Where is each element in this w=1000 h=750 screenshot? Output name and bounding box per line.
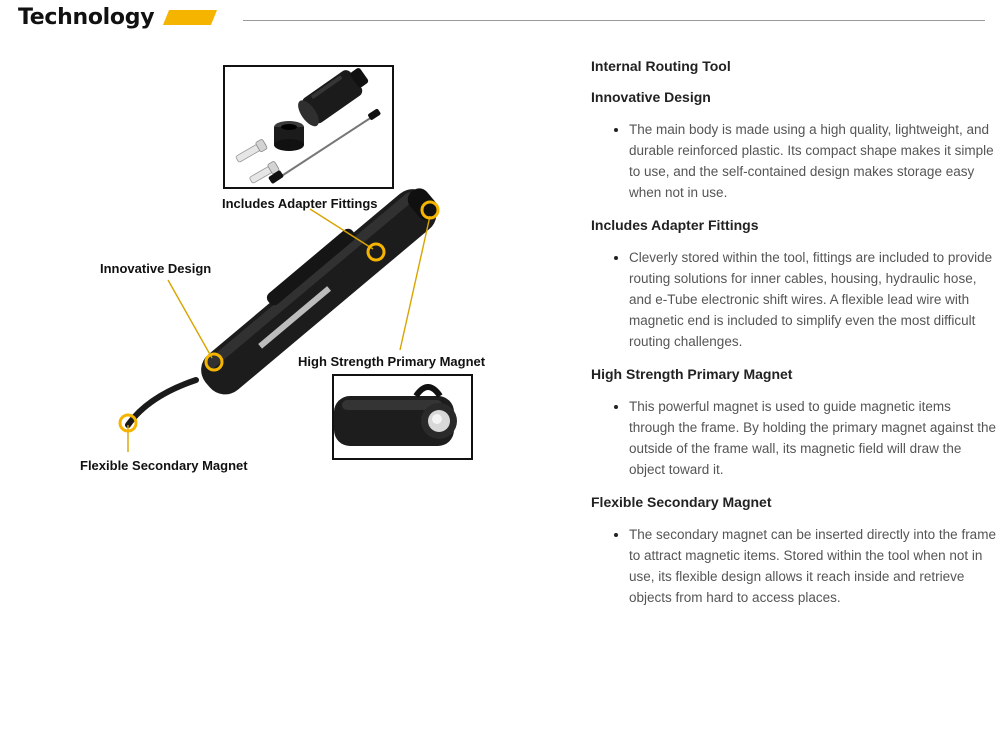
section-title-innovative-design: Innovative Design bbox=[591, 89, 711, 105]
section-list-adapter-fittings bbox=[591, 247, 996, 352]
primary-magnet-inset bbox=[332, 374, 473, 460]
callout-adapter-fittings: Includes Adapter Fittings bbox=[222, 196, 378, 211]
section-text-innovative-design: The main body is made using a high quality, lightweight, and durable reinforced plastic. Its compact shape makes it simple to use, and the self-contained design makes storage easy when not in use. bbox=[629, 119, 996, 203]
section-title-secondary-magnet: Flexible Secondary Magnet bbox=[591, 494, 772, 510]
primary-magnet-image bbox=[334, 376, 471, 458]
product-illustration bbox=[0, 40, 560, 500]
section-text-adapter-fittings: Cleverly stored within the tool, fittings are included to provide routing solutions for inner cables, housing, hydraulic hose, and e-Tube electronic shift wires. A flexible lead wire with magnetic end is included to simplify even the most difficult routing challenges. bbox=[629, 247, 996, 352]
section-list-secondary-magnet bbox=[591, 524, 996, 608]
section-text-primary-magnet: This powerful magnet is used to guide magnetic items through the frame. By holding the primary magnet against the outside of the frame wall, its magnetic field will draw the object toward it. bbox=[629, 396, 996, 480]
callout-secondary-magnet: Flexible Secondary Magnet bbox=[80, 458, 248, 473]
callout-innovative-design: Innovative Design bbox=[100, 261, 212, 276]
section-list-innovative-design bbox=[591, 119, 996, 203]
section-list-primary-magnet bbox=[591, 396, 996, 480]
section-title-primary-magnet: High Strength Primary Magnet bbox=[591, 366, 793, 382]
callout-primary-magnet: High Strength Primary Magnet bbox=[298, 354, 486, 369]
header-divider bbox=[243, 20, 985, 21]
header-accent-bar bbox=[163, 10, 217, 25]
routing-tool-drawing bbox=[0, 40, 560, 500]
section-text-secondary-magnet: The secondary magnet can be inserted directly into the frame to attract magnetic items. Stored within the tool when not in use, its flexible design allows it reach inside and retrieve objects from hard to access places. bbox=[629, 524, 996, 608]
description-column bbox=[591, 58, 996, 622]
section-title-adapter-fittings: Includes Adapter Fittings bbox=[591, 217, 759, 233]
page-title: Technology bbox=[18, 5, 155, 30]
product-title: Internal Routing Tool bbox=[591, 58, 731, 74]
